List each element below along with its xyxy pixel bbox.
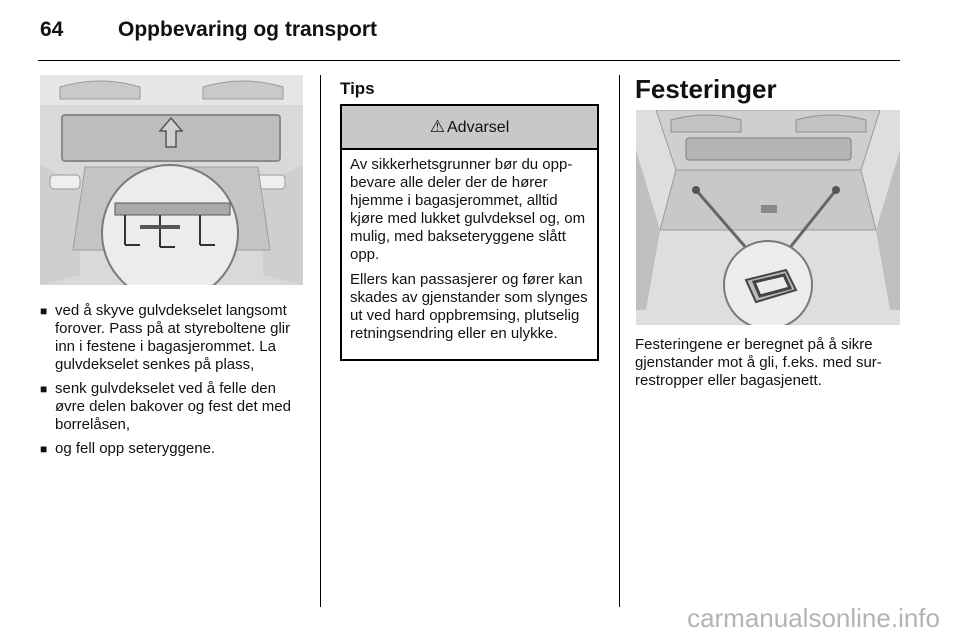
section-heading: Festeringer bbox=[635, 74, 777, 104]
bullet-square-icon: ■ bbox=[40, 382, 48, 396]
cargo-floor-figure bbox=[40, 75, 303, 285]
page-number: 64 bbox=[40, 18, 64, 41]
cargo-floor-cover-illustration bbox=[40, 75, 303, 285]
list-item: ■ senk gulvdekselet ved å felle den øvre delen bakover og fest det med borrelåsen, bbox=[40, 380, 291, 433]
warning-body bbox=[342, 150, 597, 343]
instruction-list bbox=[40, 302, 306, 464]
warning-box bbox=[340, 104, 599, 361]
list-item: ■ og fell opp seteryggene. bbox=[40, 440, 216, 457]
warning-triangle-icon: ⚠ bbox=[429, 117, 445, 136]
warning-paragraph: Av sikkerhetsgrunner bør du oppbevare alle deler der de hører hjemme i bagasjerommet, alltid kjøre med lukket gulvdeksel og, om mulig, med bakseteryggene slått opp. bbox=[350, 156, 586, 263]
watermark: carmanualsonline.info bbox=[687, 603, 940, 633]
section-paragraph: Festeringene er beregnet på å sikre gjenstander mot å gli, f.eks. med surrestropper eller bagasjenett. bbox=[635, 336, 882, 389]
warning-title: Advarsel bbox=[447, 119, 510, 136]
bullet-square-icon: ■ bbox=[40, 304, 48, 318]
column-divider-left bbox=[320, 75, 321, 607]
bullet-square-icon: ■ bbox=[40, 442, 48, 456]
lashing-eye-figure bbox=[636, 110, 900, 325]
warning-paragraph: Ellers kan passasjerer og fører kan skades av gjenstander som slynges ut ved hard oppbremsing, plutselig retningsendring eller en ulykke. bbox=[350, 271, 588, 342]
tips-heading: Tips bbox=[340, 79, 375, 98]
column-divider-right bbox=[619, 75, 620, 607]
lashing-eye-illustration bbox=[636, 110, 900, 325]
list-item: ■ ved å skyve gulvdekselet langsomt forover. Pass på at styreboltene glir inn i festene i bagasjerommet. La gulvdekselet senkes på plass, bbox=[40, 302, 291, 373]
page-title: Oppbevaring og transport bbox=[118, 18, 378, 41]
header-divider bbox=[38, 60, 900, 61]
warning-header bbox=[342, 106, 597, 150]
